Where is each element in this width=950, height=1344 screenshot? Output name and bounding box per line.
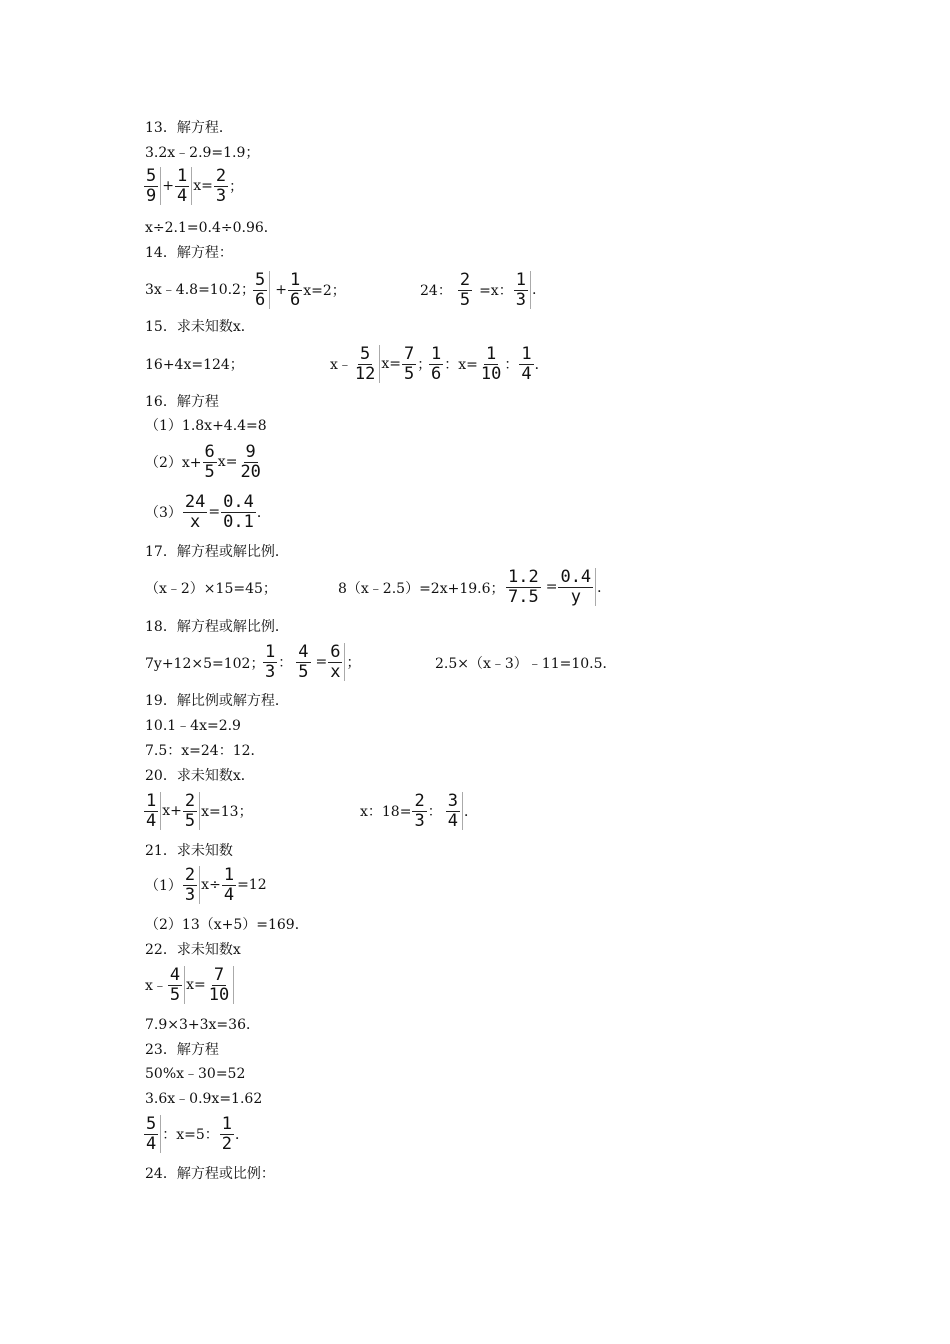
denominator: 7.5: [508, 586, 539, 607]
problem-21-equation-2: （2）13（x+5）=169．: [145, 917, 309, 933]
problem-14-equation-1: 3x﹣4.8=10.2；: [145, 282, 255, 298]
fraction-divider-bar: [160, 167, 161, 205]
numerator: 5: [360, 343, 371, 364]
numerator: 1: [521, 343, 532, 364]
denominator: 5: [204, 461, 215, 482]
problem-16-equation-1: （1）1.8x+4.4=8: [145, 418, 267, 434]
denominator: 12: [354, 363, 376, 384]
problem-16-equation-3: [145, 490, 271, 534]
problem-23-heading: 23．解方程: [145, 1042, 219, 1058]
denominator: 6: [431, 363, 442, 384]
numerator: 1: [223, 864, 235, 885]
fraction: [207, 966, 231, 1005]
fraction-divider-bar: [462, 792, 463, 830]
numerator: 4: [169, 964, 181, 985]
equation-text: x﹣: [330, 357, 352, 373]
equation-text: ；: [417, 357, 432, 373]
equation-text: 24：: [420, 283, 452, 299]
equation-text: ：x=5：: [162, 1127, 219, 1143]
fraction: [519, 345, 533, 384]
fraction-divider-bar: [595, 568, 596, 606]
fraction-divider-bar: [191, 167, 192, 205]
numerator: 2: [184, 864, 196, 885]
problem-18-heading: 18．解方程或解比例．: [145, 619, 289, 635]
numerator: 7: [213, 964, 225, 985]
denominator: 10: [480, 363, 502, 384]
equation-text: ：: [427, 804, 442, 820]
fraction-divider-bar: [184, 966, 185, 1004]
numerator: 2: [215, 165, 227, 186]
denominator: y: [570, 586, 581, 607]
equation-text: x：18=: [360, 804, 412, 820]
equation-text: =: [208, 504, 221, 520]
numerator: 2: [414, 790, 425, 811]
problem-22-equation-1: [145, 963, 235, 1007]
numerator: 1: [431, 343, 442, 364]
numerator: 1: [486, 343, 497, 364]
numerator: 6: [204, 441, 215, 462]
fraction: [558, 568, 593, 607]
numerator: 24: [184, 491, 206, 512]
equation-text: （3）: [145, 505, 182, 521]
equation-text: x=2；: [303, 283, 346, 299]
problem-19-equation-2: 7.5：x=24：12．: [145, 743, 265, 759]
problem-17-equation-1: （x﹣2）×15=45；: [145, 581, 277, 597]
equation-text: ．: [597, 580, 612, 596]
problem-20-heading: 20．求未知数x．: [145, 768, 255, 784]
fraction: [412, 792, 426, 831]
problem-17-heading: 17．解方程或解比例．: [145, 544, 289, 560]
problem-13-heading: 13．解方程．: [145, 120, 233, 136]
problem-23-equation-2: 3.6x﹣0.9x=1.62: [145, 1091, 263, 1107]
fraction-divider-bar: [160, 1115, 161, 1153]
denominator: 0.1: [223, 511, 254, 532]
fraction: [144, 167, 158, 206]
numerator: 5: [146, 1113, 157, 1134]
fraction: [479, 345, 503, 384]
problem-20-equation-1: [143, 789, 253, 833]
numerator: 5: [255, 269, 266, 290]
problem-18-equation-1: 7y+12×5=102；: [145, 656, 265, 672]
denominator: 5: [169, 984, 181, 1005]
fraction: [296, 643, 310, 682]
fraction-divider-bar: [160, 792, 161, 830]
numerator: 1: [515, 269, 526, 290]
numerator: 1: [146, 790, 157, 811]
denominator: 4: [447, 810, 458, 831]
equation-text: ；: [346, 655, 361, 671]
problem-20-equation-2: [360, 789, 478, 833]
numerator: 1: [289, 269, 301, 290]
equation-text: x=: [381, 356, 402, 372]
problem-17-equation-2: 8（x﹣2.5）=2x+19.6；: [338, 581, 505, 597]
fraction: [402, 345, 416, 384]
fraction: [220, 1115, 234, 1154]
fraction: [328, 643, 342, 682]
fraction: [175, 167, 189, 206]
equation-text: （1）: [145, 878, 182, 894]
denominator: 4: [146, 1133, 157, 1154]
numerator: 1: [221, 1113, 233, 1134]
denominator: 3: [215, 185, 227, 206]
numerator: 4: [298, 641, 309, 662]
equation-text: =: [545, 579, 558, 595]
problem-24-heading: 24．解方程或比例：: [145, 1166, 275, 1182]
numerator: 1.2: [508, 566, 539, 587]
fraction: [253, 271, 267, 310]
denominator: x: [190, 511, 201, 532]
numerator: 2: [184, 790, 196, 811]
fraction-divider-bar: [199, 792, 200, 830]
equation-text: x=13；: [201, 804, 253, 820]
denominator: 4: [176, 185, 188, 206]
equation-text: x=: [186, 977, 206, 993]
problem-14-equation-3: [420, 268, 536, 312]
numerator: 1: [265, 641, 276, 662]
numerator: 5: [146, 165, 157, 186]
equation-text: ．: [534, 357, 549, 373]
numerator: 9: [245, 441, 256, 462]
denominator: x: [330, 661, 341, 682]
fraction: [353, 345, 377, 384]
fraction: [183, 493, 207, 532]
fraction-divider-bar: [199, 866, 200, 904]
equation-text: x﹣: [145, 978, 167, 994]
fraction: [168, 966, 182, 1005]
denominator: 6: [289, 289, 301, 310]
fraction: [144, 792, 158, 831]
equation-text: ；: [229, 179, 244, 195]
denominator: 3: [414, 810, 425, 831]
fraction-divider-bar: [269, 271, 270, 309]
numerator: 7: [404, 343, 415, 364]
equation-text: =12: [237, 877, 267, 893]
denominator: 3: [184, 884, 196, 905]
equation-text: x=: [193, 178, 213, 194]
denominator: 4: [223, 884, 235, 905]
numerator: 1: [176, 165, 188, 186]
fraction-divider-bar: [379, 345, 380, 383]
fraction: [238, 443, 262, 482]
fraction: [203, 443, 217, 482]
problem-17-equation-3: [505, 565, 611, 609]
fraction: [514, 271, 528, 310]
denominator: 3: [265, 661, 276, 682]
equation-text: ．: [256, 505, 271, 521]
problem-15-equation-2: [330, 342, 431, 386]
problem-15-equation-3: [428, 342, 549, 386]
problem-18-equation-3: 2.5×（x﹣3）﹣11=10.5．: [435, 656, 617, 672]
numerator: 0.4: [223, 491, 254, 512]
problem-21-equation-1: [145, 863, 267, 907]
denominator: 5: [298, 661, 309, 682]
problem-22-equation-2: 7.9×3+3x=36．: [145, 1017, 260, 1033]
problem-14-equation-2: [252, 268, 346, 312]
fraction: [144, 1115, 158, 1154]
equation-text: ：: [278, 655, 293, 671]
equation-text: ：x=: [444, 357, 478, 373]
equation-text: ：: [504, 357, 519, 373]
problem-18-equation-2: [262, 640, 360, 684]
problem-13-equation-3: x÷2.1=0.4÷0.96．: [145, 220, 278, 236]
problem-23-equation-1: 50%x﹣30=52: [145, 1066, 246, 1082]
fraction: [263, 643, 277, 682]
numerator: 6: [330, 641, 341, 662]
denominator: 4: [146, 810, 157, 831]
equation-text: x=: [217, 454, 238, 470]
problem-23-equation-3: [143, 1112, 249, 1156]
problem-13-equation-2: [143, 164, 243, 208]
equation-text: +: [162, 178, 174, 194]
denominator: 3: [515, 289, 526, 310]
fraction: [458, 271, 472, 310]
equation-text: ．: [235, 1127, 250, 1143]
problem-15-heading: 15．求未知数x．: [145, 319, 255, 335]
denominator: 5: [404, 363, 415, 384]
denominator: 5: [459, 289, 471, 310]
fraction-divider-bar: [344, 643, 345, 681]
numerator: 0.4: [560, 566, 592, 587]
fraction: [221, 493, 256, 532]
denominator: 6: [255, 289, 266, 310]
denominator: 2: [221, 1133, 233, 1154]
denominator: 4: [521, 363, 532, 384]
fraction: [222, 866, 236, 905]
problem-16-heading: 16．解方程: [145, 394, 219, 410]
problem-14-heading: 14．解方程：: [145, 245, 233, 261]
fraction: [183, 792, 197, 831]
problem-19-heading: 19．解比例或解方程．: [145, 693, 289, 709]
equation-text: =x：: [479, 283, 513, 299]
fraction-divider-bar: [233, 966, 234, 1004]
problem-13-equation-1: 3.2x﹣2.9=1.9；: [145, 145, 260, 161]
denominator: 10: [208, 984, 230, 1005]
fraction: [183, 866, 197, 905]
equation-text: .: [531, 282, 537, 298]
equation-text: （2）x+: [145, 455, 202, 471]
fraction: [288, 271, 302, 310]
problem-16-equation-2: [145, 440, 264, 484]
problem-22-heading: 22．求未知数x: [145, 942, 241, 958]
fraction: [429, 345, 443, 384]
fraction-divider-bar: [530, 271, 531, 309]
numerator: 3: [447, 790, 458, 811]
problem-19-equation-1: 10.1﹣4x=2.9: [145, 718, 241, 734]
equation-text: x÷: [201, 877, 221, 893]
problem-15-equation-1: 16+4x=124；: [145, 357, 244, 373]
equation-text: x+: [162, 803, 182, 819]
fraction: [446, 792, 460, 831]
denominator: 20: [240, 461, 261, 482]
fraction: [214, 167, 228, 206]
fraction: [506, 568, 541, 607]
numerator: 2: [459, 269, 471, 290]
problem-21-heading: 21．求未知数: [145, 843, 233, 859]
equation-text: +: [275, 282, 287, 298]
equation-text: ．: [463, 804, 478, 820]
equation-text: =: [315, 654, 328, 670]
denominator: 5: [184, 810, 196, 831]
denominator: 9: [146, 185, 157, 206]
